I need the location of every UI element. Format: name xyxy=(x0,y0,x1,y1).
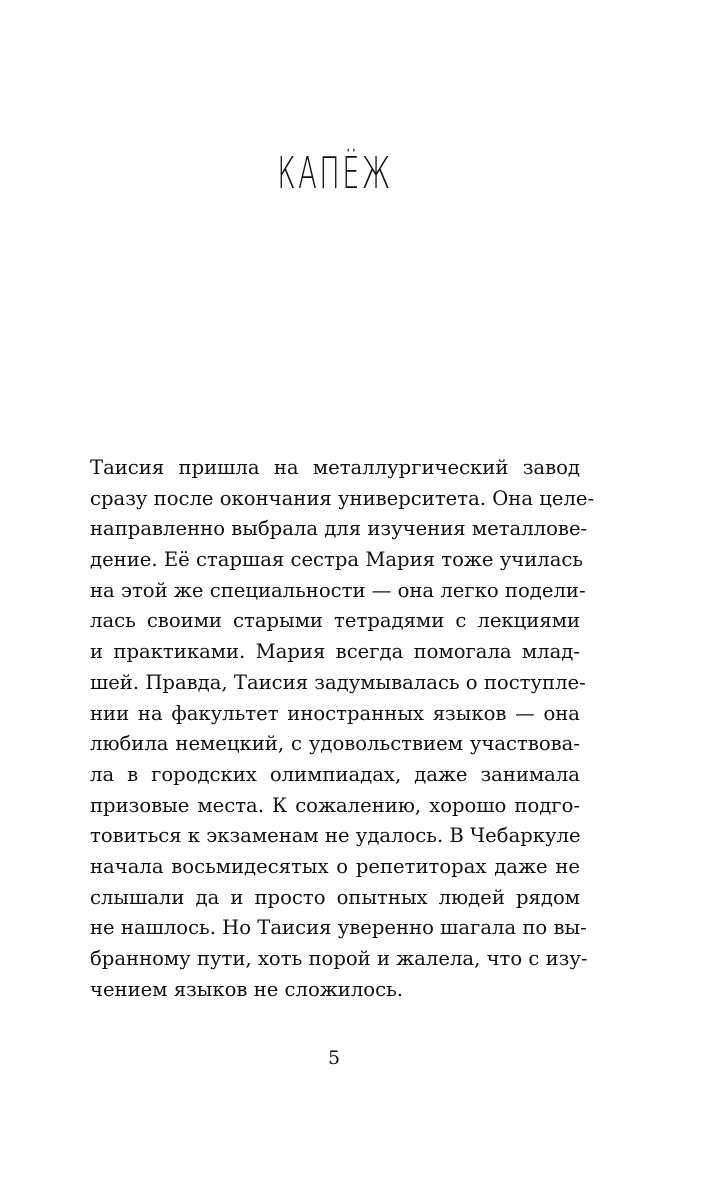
text-line: нии на факультет иностранных языков — она xyxy=(90,701,580,725)
text-line: ла в городских олимпиадах, даже занимала xyxy=(90,762,580,786)
text-line: сразу после окончания университета. Она целе- xyxy=(90,486,595,510)
text-line: Таисия пришла на металлургический завод xyxy=(90,456,580,479)
text-line: шей. Правда, Таисия задумывалась о поступле- xyxy=(90,670,586,694)
text-line: товиться к экзаменам не удалось. В Чебаркуле xyxy=(90,824,581,848)
text-line: чением языков не сложилось. xyxy=(90,977,403,1001)
text-line: дение. Её старшая сестра Мария тоже училась xyxy=(90,548,584,572)
page-number: 5 xyxy=(327,1047,341,1069)
text-line: не нашлось. Но Таисия уверенно шагала по вы- xyxy=(90,916,587,940)
text-line: слышали да и просто опытных людей рядом xyxy=(90,885,580,909)
text-line: на этой же специальности — она легко подели- xyxy=(90,578,586,602)
text-line: и практиками. Мария всегда помогала млад- xyxy=(90,640,580,664)
text-line: любила немецкий, с удовольствием участвова- xyxy=(90,732,580,756)
text-line: бранному пути, хоть порой и жалела, что с изу- xyxy=(90,947,588,970)
chapter-title: КАПЁЖ xyxy=(277,148,393,199)
text-line: призовые места. К сожалению, хорошо подго- xyxy=(90,793,580,817)
text-line: начала восьмидесятых о репетиторах даже не xyxy=(90,854,580,878)
text-line: направленно выбрала для изучения металлове- xyxy=(90,517,588,541)
text-line: лась своими старыми тетрадями с лекциями xyxy=(90,609,580,633)
body-paragraph xyxy=(90,453,595,1005)
